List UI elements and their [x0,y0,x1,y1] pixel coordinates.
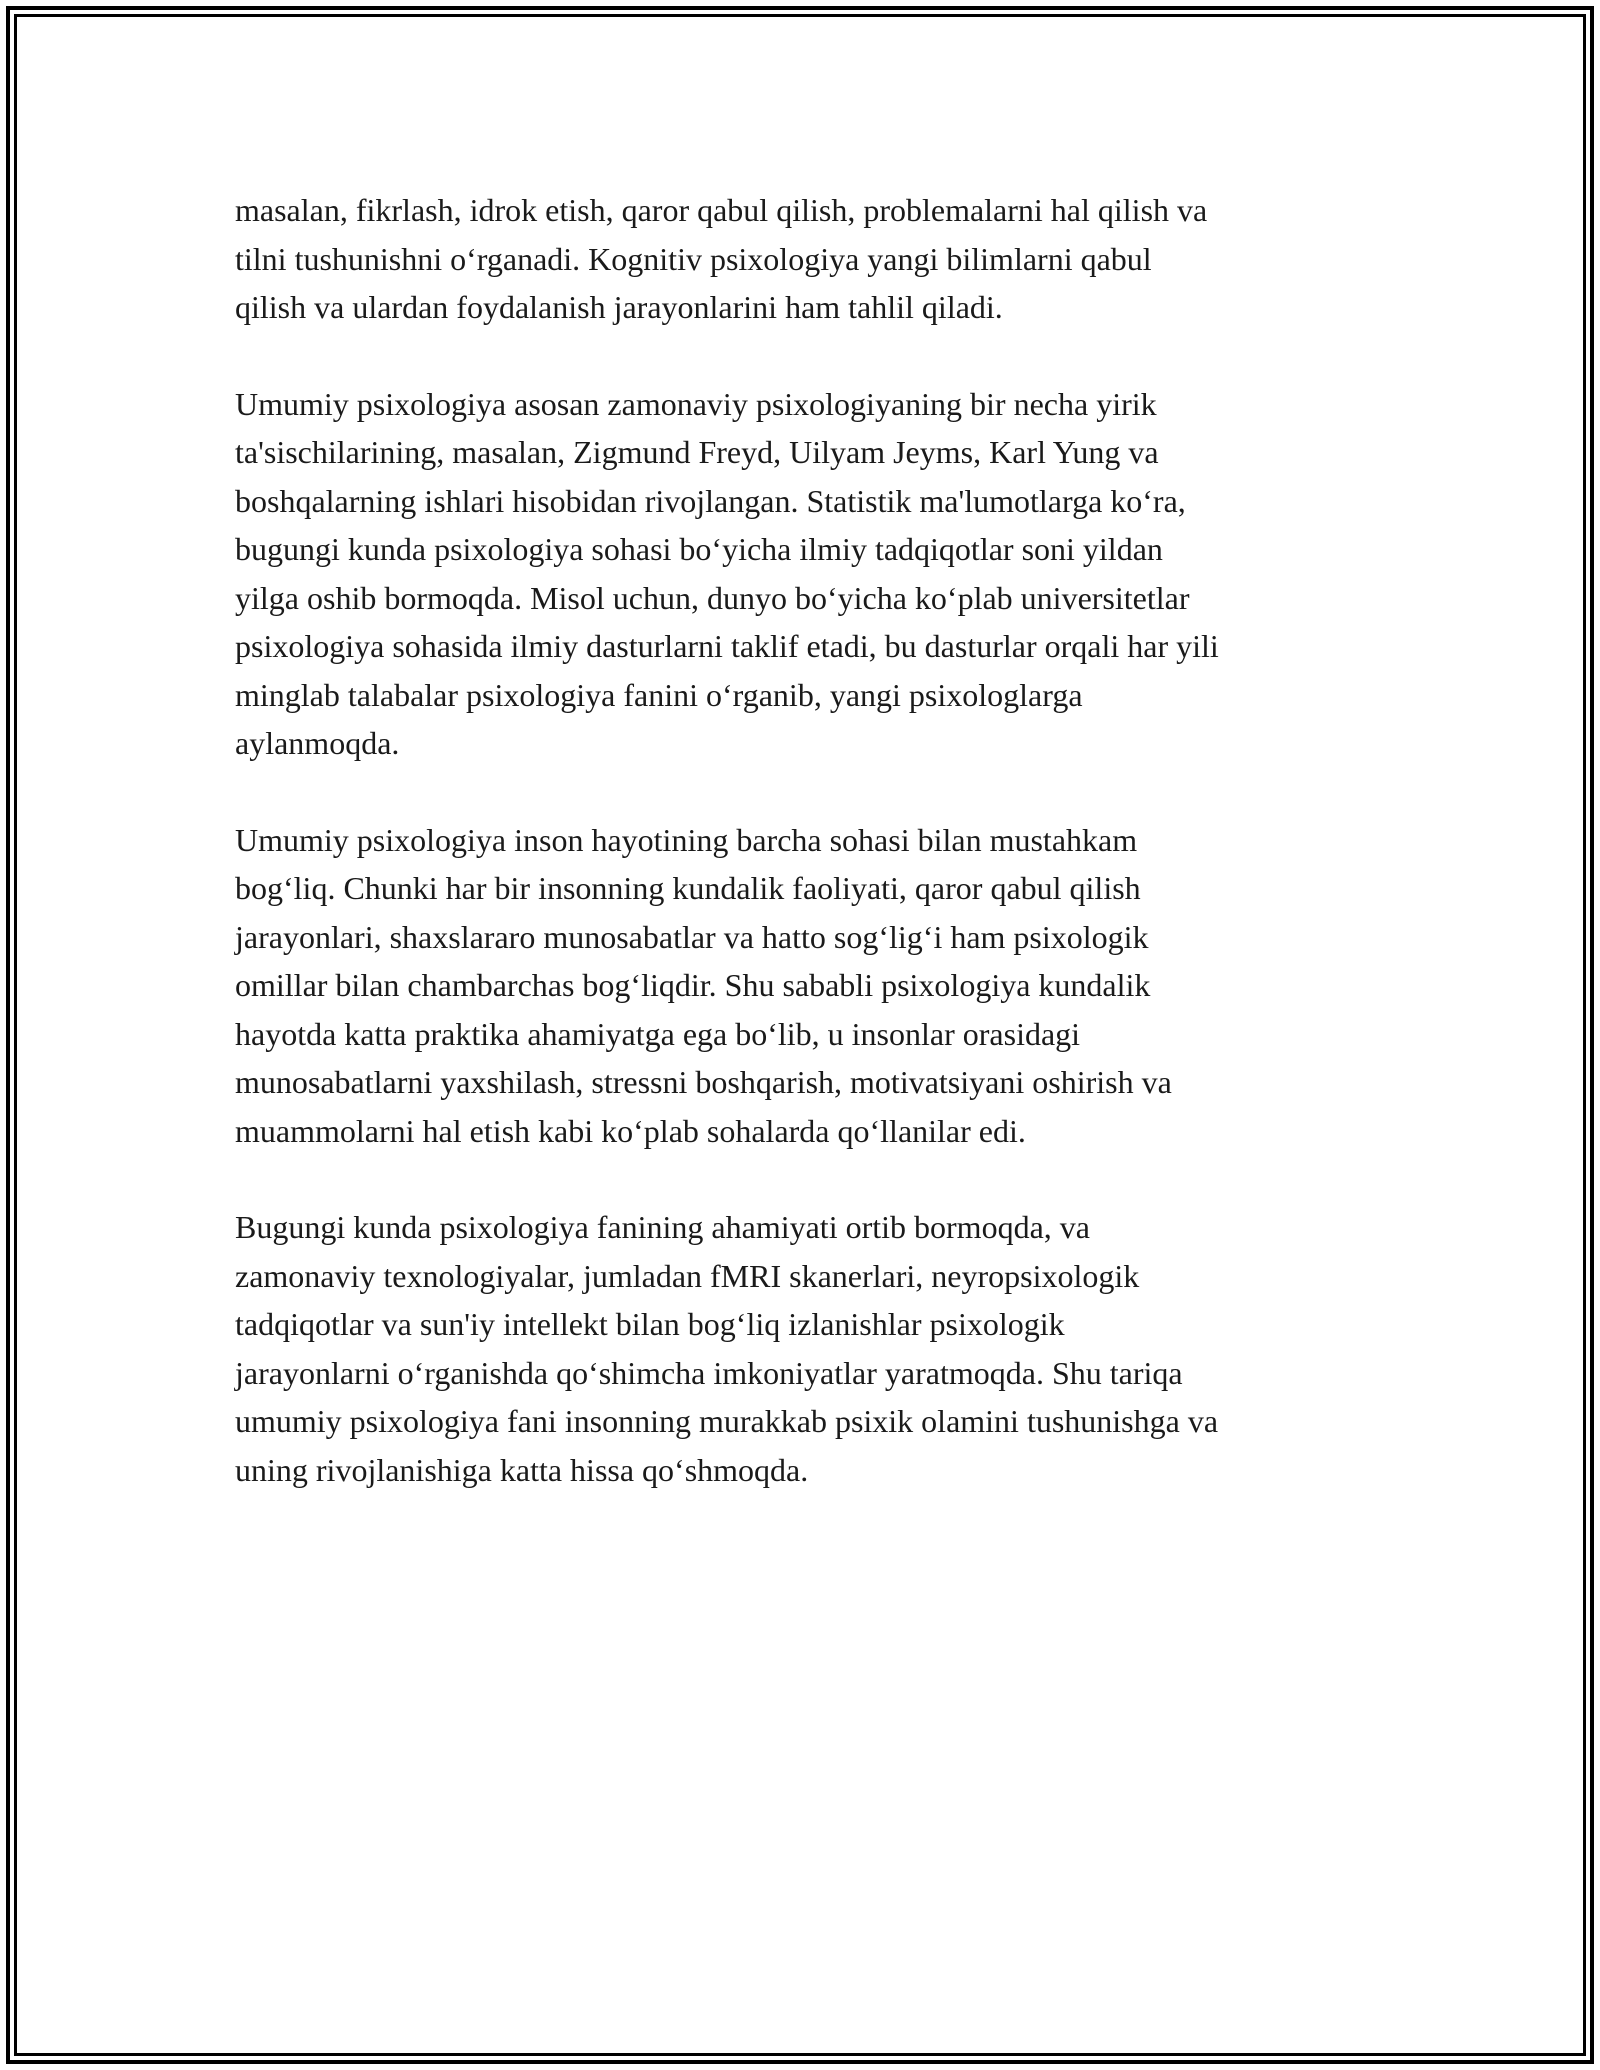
paragraph: Umumiy psixologiya inson hayotining barcha sohasi bilan mustahkam bog‘liq. Chunki har bir insonning kundalik faoliyati, qaror qabul qilish jarayonlari, shaxslararo munosabatlar va hatto sog‘lig‘i ham psixologik omillar bilan chambarchas bog‘liqdir. Shu sababli psixologiya kundalik hayotda katta praktika ahamiyatga ega bo‘lib, u insonlar orasidagi munosabatlarni yaxshilash, stressni boshqarish, motivatsiyani oshirish va muammolarni hal etish kabi ko‘plab sohalarda qo‘llanilar edi. [235,821,1172,1149]
paragraph: masalan, fikrlash, idrok etish, qaror qabul qilish, problemalarni hal qilish va tilni tushunishni o‘rganadi. Kognitiv psixologiya yangi bilimlarni qabul qilish va ulardan foydalanish jarayonlarini ham tahlil qiladi. [235,192,1208,325]
paragraph: Umumiy psixologiya asosan zamonaviy psixologiyaning bir necha yirik ta'sischilarining, masalan, Zigmund Freyd, Uilyam Jeyms, Karl Yung va boshqalarning ishlari hisobidan rivojlangan. Statistik ma'lumotlarga ko‘ra, bugungi kunda psixologiya sohasi bo‘yicha ilmiy tadqiqotlar soni yildan yilga oshib bormoqda. Misol uchun, dunyo bo‘yicha ko‘plab universitetlar psixologiya sohasida ilmiy dasturlarni taklif etadi, bu dasturlar orqali har yili minglab talabalar psixologiya fanini o‘rganib, yangi psixologlarga aylanmoqda. [235,385,1219,761]
paragraph: Bugungi kunda psixologiya fanining ahamiyati ortib bormoqda, va zamonaviy texnologiyalar, jumladan fMRI skanerlari, neyropsixologik tadqiqotlar va sun'iy intellekt bilan bog‘liq izlanishlar psixologik jarayonlarni o‘rganishda qo‘shimcha imkoniyatlar yaratmoqda. Shu tariqa umumiy psixologiya fani insonning murakkab psixik olamini tushunishga va uning rivojlanishiga katta hissa qo‘shmoqda. [235,1209,1219,1488]
document-body [235,186,1365,1542]
